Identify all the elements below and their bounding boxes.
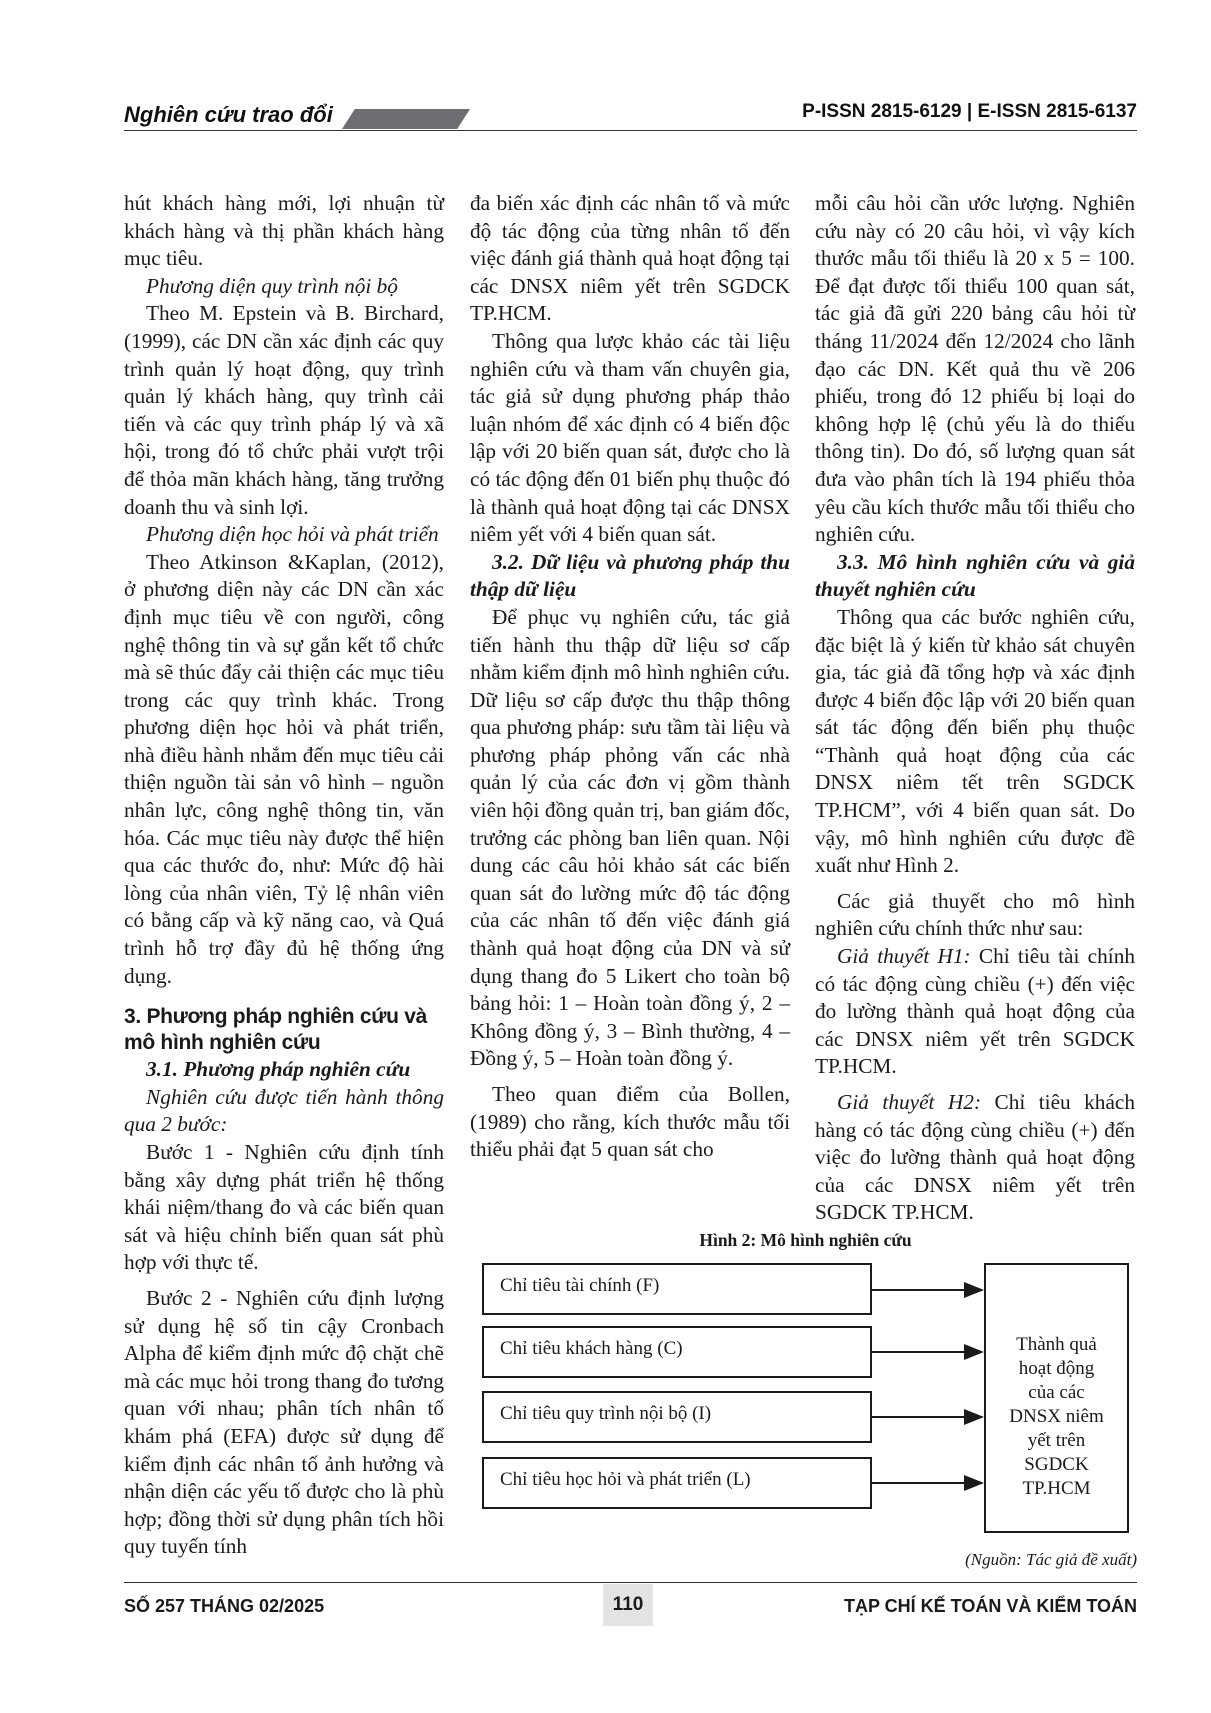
body-paragraph: Bước 2 - Nghiên cứu định lượng sử dụng hệ số tin cậy Cronbach Alpha để kiểm định mức độ chặt chẽ mà các mục hỏi trong thang đo tương quan với nhau; phân tích nhân tố khám phá (EFA) được sử dụng để kiểm định các nhân tố ảnh hưởng và nhận diện các yếu tố được cho là phù hợp; đồng thời sử dụng phân tích hồi quy tuyến tính: [124, 1285, 444, 1559]
section-title: Nghiên cứu trao đổi: [124, 102, 333, 127]
hypothesis-paragraph: [815, 943, 1135, 1081]
body-paragraph: hút khách hàng mới, lợi nhuận từ khách hàng và thị phần khách hàng mục tiêu.: [124, 191, 444, 271]
italic-subheading: Phương diện học hỏi và phát triển: [146, 522, 439, 547]
italic-subheading: Nghiên cứu được tiến hành thông qua 2 bước:: [124, 1084, 444, 1137]
research-model-diagram: [474, 1255, 1137, 1535]
issn-label: P-ISSN 2815-6129 | E-ISSN 2815-6137: [802, 101, 1137, 122]
subsection-heading: 3.3. Mô hình nghiên cứu và giả thuyết nghiên cứu: [815, 549, 1135, 602]
hypothesis-paragraph: [815, 1089, 1135, 1227]
figure-source: (Nguồn: Tác giả đề xuất): [965, 1550, 1137, 1569]
hypothesis-label: Giả thuyết H1:: [837, 944, 971, 969]
output-box-line: yết trên: [1027, 1430, 1086, 1451]
body-paragraph: Bước 1 - Nghiên cứu định tính bằng xây dựng phát triển hệ thống khái niệm/thang đo và các biến quan sát và hiệu chỉnh biến quan sát phù hợp với thực tế.: [124, 1140, 444, 1275]
input-box-learning-growth: Chỉ tiêu học hỏi và phát triển (L): [482, 1457, 872, 1509]
header-decorative-bar: [342, 109, 470, 129]
output-box-line: của các: [1028, 1382, 1085, 1403]
body-paragraph: Thông qua các bước nghiên cứu, đặc biệt là ý kiến từ khảo sát chuyên gia, tác giả đã tổng hợp và xác định được 4 biến độc lập với 20 biến quan sát tác động đến biến phụ thuộc “Thành quả hoạt động của các DNSX niêm tết trên SGDCK TP.HCM”, với 4 biến quan sát. Do vậy, mô hình nghiên cứu được đề xuất như Hình 2.: [815, 604, 1135, 878]
body-paragraph: Các giả thuyết cho mô hình nghiên cứu chính thức như sau:: [815, 888, 1135, 941]
input-box-internal-process: Chỉ tiêu quy trình nội bộ (I): [482, 1391, 872, 1443]
body-paragraph: Thông qua lược khảo các tài liệu nghiên cứu và tham vấn chuyên gia, tác giả sử dụng phương pháp thảo luận nhóm để xác định có 4 biến độc lập với 20 biến quan sát, được cho là có tác động đến 01 biến phụ thuộc đó là thành quả hoạt động tại các DNSX niêm yết với 4 biến quan sát.: [470, 328, 790, 547]
output-box-line: hoạt động: [1018, 1358, 1095, 1379]
hypothesis-text: Chỉ tiêu tài chính có tác động cùng chiều (+) đến việc đo lường thành quả hoạt động của các DNSX niêm yết trên SGDCK TP.HCM.: [815, 944, 1135, 1079]
output-box-performance: [984, 1263, 1129, 1533]
output-box-line: DNSX niêm: [1009, 1406, 1104, 1427]
hypothesis-label: Giả thuyết H2:: [837, 1090, 982, 1114]
output-box-line: SGDCK: [1024, 1454, 1089, 1475]
body-paragraph: Theo M. Epstein và B. Birchard, (1999), các DN cần xác định các quy trình quản lý hoạt động, quy trình quản lý khách hàng, quy trình cải tiến và các quy trình pháp lý và xã hội, trong đó tổ chức phải vượt trội để thỏa mãn khách hàng, tăng trưởng doanh thu và sinh lợi.: [124, 301, 444, 519]
header-divider: [124, 130, 1137, 131]
output-box-line: TP.HCM: [1022, 1478, 1091, 1499]
input-box-customer: Chỉ tiêu khách hàng (C): [482, 1326, 872, 1378]
page-number: 110: [603, 1584, 653, 1626]
section-heading: 3. Phương pháp nghiên cứu và mô hình nghiên cứu: [124, 1005, 427, 1055]
body-paragraph: Theo quan điểm của Bollen, (1989) cho rằng, kích thước mẫu tối thiểu phải đạt 5 quan sát cho: [470, 1082, 790, 1162]
text-column-3: [815, 190, 1135, 1227]
footer-divider: [124, 1582, 1137, 1583]
subsection-heading: 3.1. Phương pháp nghiên cứu: [146, 1057, 411, 1082]
hypothesis-text: Chỉ tiêu khách hàng có tác động cùng chiều (+) đến việc đo lường thành quả hoạt động của các DNSX niêm yết trên SGDCK TP.HCM.: [815, 1090, 1135, 1225]
body-paragraph: đa biến xác định các nhân tố và mức độ tác động của từng nhân tố đến việc đánh giá thành quả hoạt động tại các DNSX niêm yết trên SGDCK TP.HCM.: [470, 191, 790, 326]
input-box-financial: Chỉ tiêu tài chính (F): [482, 1263, 872, 1315]
journal-name: TẠP CHÍ KẾ TOÁN VÀ KIỂM TOÁN: [843, 1596, 1137, 1616]
text-column-1: [124, 190, 444, 1561]
subsection-heading: 3.2. Dữ liệu và phương pháp thu thập dữ liệu: [470, 549, 790, 602]
italic-subheading: Phương diện quy trình nội bộ: [146, 273, 398, 298]
figure-caption: Hình 2: Mô hình nghiên cứu: [699, 1230, 912, 1250]
body-paragraph: Theo Atkinson &Kaplan, (2012), ở phương diện này các DN cần xác định mục tiêu về con người, công nghệ thông tin và sự gắn kết tổ chức mà sẽ thúc đẩy cải thiện các mục tiêu trong các quy trình khác. Trong phương diện học hỏi và phát triển, nhà điều hành nhắm đến mục tiêu cải thiện nguồn tài sản vô hình – nguồn nhân lực, công nghệ thông tin, văn hóa. Các mục tiêu này được thể hiện qua các thước đo, như: Mức độ hài lòng của nhân viên, Tỷ lệ nhân viên có bằng cấp và kỹ năng cao, và Quá trình hỗ trợ đầy đủ hệ thống ứng dụng.: [124, 549, 444, 988]
issue-label: SỐ 257 THÁNG 02/2025: [124, 1596, 325, 1616]
text-column-2: [470, 190, 790, 1164]
body-paragraph: Để phục vụ nghiên cứu, tác giả tiến hành thu thập dữ liệu sơ cấp nhằm kiểm định mô hình nghiên cứu. Dữ liệu sơ cấp được thu thập thông qua phương pháp: sưu tầm tài liệu và phương pháp phỏng vấn các nhà quản lý của các đơn vị gồm thành viên hội đồng quản trị, ban giám đốc, trưởng các phòng ban liên quan. Nội dung các câu hỏi khảo sát các biến quan sát đo lường mức độ tác động của các nhân tố đến việc đánh giá thành quả hoạt động của DN và sử dụng thang đo 5 Likert cho toàn bộ bảng hỏi: 1 – Hoàn toàn đồng ý, 2 – Không đồng ý, 3 – Bình thường, 4 – Đồng ý, 5 – Hoàn toàn đồng ý.: [470, 604, 790, 1071]
body-paragraph: mỗi câu hỏi cần ước lượng. Nghiên cứu này có 20 câu hỏi, vì vậy kích thước mẫu tối thiểu là 20 x 5 = 100. Để đạt được tối thiểu 100 quan sát, tác giả đã gửi 220 bảng câu hỏi từ tháng 11/2024 đến 12/2024 cho lãnh đạo các DN. Kết quả thu về 206 phiếu, trong đó 12 phiếu bị loại do không hợp lệ (chủ yếu là do thiếu thông tin). Do đó, số lượng quan sát đưa vào phân tích là 194 phiếu thỏa yêu cầu kích thước mẫu tối thiểu cho nghiên cứu.: [815, 191, 1135, 547]
output-box-line: Thành quả: [1016, 1334, 1097, 1355]
